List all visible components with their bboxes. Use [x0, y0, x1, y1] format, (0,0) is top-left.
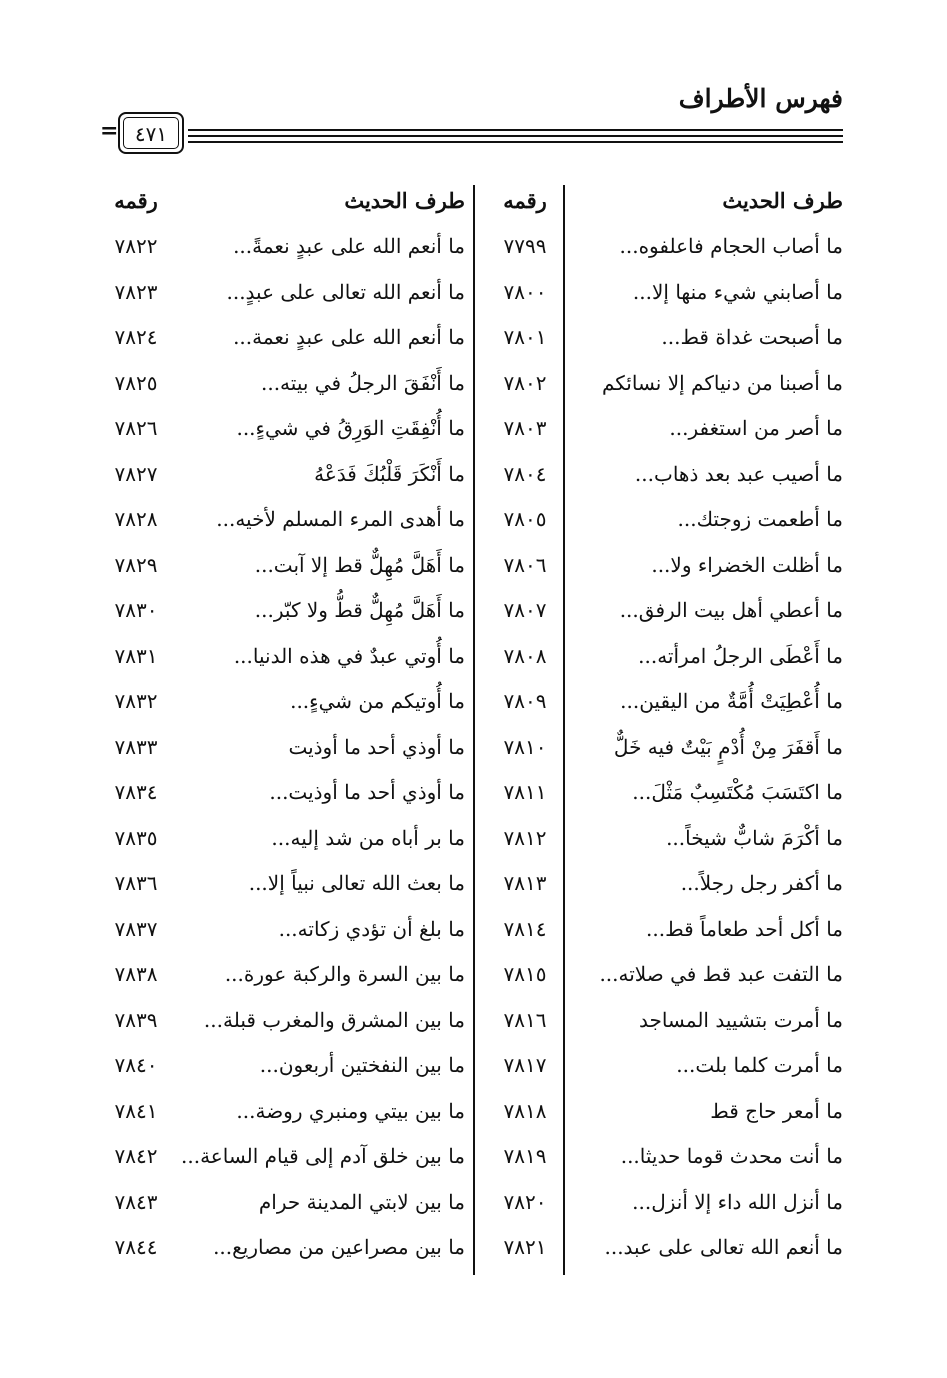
page-number: ٤٧١ [134, 122, 168, 146]
hadith-number-right: ٧٨٠٥ [503, 507, 547, 531]
hadith-number-left: ٧٨٤٢ [114, 1144, 158, 1168]
hadith-text-left: ما أَهَلَّ مُهِلٌّ قط إلا آبت... [254, 553, 465, 577]
hadith-number-right: ٧٨٠٢ [503, 371, 547, 395]
page-title: فهرس الأطراف [678, 84, 843, 113]
hadith-text-right: ما أصبحت غداة قط... [661, 325, 843, 349]
hadith-text-left: ما أوذي أحد ما أوذيت... [269, 780, 465, 804]
hadith-number-right: ٧٨٠٠ [503, 280, 547, 304]
hadith-number-left: ٧٨٣٤ [114, 780, 158, 804]
hadith-text-left: ما أهدى المرء المسلم لأخيه... [216, 507, 465, 531]
hadith-number-left: ٧٨٢٢ [114, 234, 158, 258]
header-text-right: طرف الحديث [722, 188, 843, 213]
hadith-text-right: ما أكفر رجل رجلاً... [680, 871, 843, 895]
hadith-number-left: ٧٨٣٨ [114, 962, 158, 986]
header-rule-middle [188, 135, 843, 137]
hadith-number-left: ٧٨٢٩ [114, 553, 158, 577]
hadith-text-right: ما التفت عبد قط في صلاته... [599, 962, 843, 986]
hadith-text-right: ما أَعْطَى الرجلُ امرأته... [638, 644, 843, 668]
hadith-number-left: ٧٨٤٣ [114, 1190, 158, 1214]
hadith-text-right: ما أنعم الله تعالى على عبد... [604, 1235, 843, 1259]
hadith-number-left: ٧٨٣٠ [114, 598, 158, 622]
hadith-number-right: ٧٨١٦ [503, 1008, 547, 1032]
hadith-text-left: ما بلغ أن تؤدي زكاته... [278, 917, 465, 941]
hadith-text-right: ما أظلت الخضراء ولا... [651, 553, 843, 577]
hadith-text-right: ما أكْرَمَ شابٌّ شيخاً... [666, 826, 843, 850]
hadith-number-right: ٧٧٩٩ [503, 234, 547, 258]
hadith-number-left: ٧٨٣٦ [114, 871, 158, 895]
hadith-text-left: ما أنعم الله على عبدٍ نعمةً... [233, 234, 465, 258]
hadith-number-left: ٧٨٤٤ [114, 1235, 158, 1259]
hadith-number-left: ٧٨٢٦ [114, 416, 158, 440]
hadith-number-left: ٧٨٢٥ [114, 371, 158, 395]
hadith-number-right: ٧٨١٥ [503, 962, 547, 986]
hadith-text-right: ما أنت محدث قوما حديثا... [620, 1144, 843, 1168]
hadith-text-right: ما أعطي أهل بيت الرفق... [619, 598, 843, 622]
hadith-text-left: ما بين لابتي المدينة حرام [258, 1190, 465, 1214]
hadith-number-right: ٧٨١٤ [503, 917, 547, 941]
hadith-text-left: ما بين السرة والركبة عورة... [224, 962, 465, 986]
hadith-text-right: ما أطعمت زوجتك... [677, 507, 843, 531]
hadith-number-right: ٧٨٠١ [503, 325, 547, 349]
column-divider-left [473, 185, 475, 1275]
hadith-number-right: ٧٨١١ [503, 780, 547, 804]
page-number-dash: = [100, 118, 119, 144]
hadith-text-right: ما أصيب عبد بعد ذهاب... [634, 462, 843, 486]
hadith-number-right: ٧٨٠٦ [503, 553, 547, 577]
hadith-text-left: ما بين النفختين أربعون... [259, 1053, 465, 1077]
hadith-number-left: ٧٨٣١ [114, 644, 158, 668]
hadith-text-right: ما أُعْطِيَتْ أُمَّةٌ من اليقين... [620, 689, 843, 713]
hadith-number-left: ٧٨٢٨ [114, 507, 158, 531]
hadith-number-left: ٧٨٣٧ [114, 917, 158, 941]
hadith-text-right: ما أَقفَرَ مِنْ أُدْمٍ بَيْتٌ فيه خَلٌّ [613, 735, 843, 759]
hadith-number-left: ٧٨٤٠ [114, 1053, 158, 1077]
header-number-left: رقمه [114, 188, 158, 213]
hadith-text-right: ما أمعر حاج قط [710, 1099, 843, 1123]
hadith-text-left: ما بين بيتي ومنبري روضة... [236, 1099, 465, 1123]
header-rule-bottom [188, 141, 843, 143]
hadith-text-left: ما بين المشرق والمغرب قبلة... [203, 1008, 465, 1032]
page-number-box [118, 112, 184, 154]
header-rule-top [188, 129, 843, 131]
hadith-number-left: ٧٨٣٢ [114, 689, 158, 713]
hadith-text-right: ما أمرت بتشييد المساجد [638, 1008, 843, 1032]
hadith-number-left: ٧٨٣٥ [114, 826, 158, 850]
hadith-number-right: ٧٨٠٩ [503, 689, 547, 713]
hadith-text-left: ما أنعم الله تعالى على عبدٍ... [226, 280, 465, 304]
hadith-text-right: ما أنزل الله داء إلا أنزل... [632, 1190, 843, 1214]
hadith-number-right: ٧٨١٣ [503, 871, 547, 895]
hadith-text-right: ما أصابني شيء منها إلا... [632, 280, 843, 304]
hadith-text-left: ما أَنْكَرَ قَلْبُكَ فَدَعْهُ [314, 462, 465, 486]
hadith-number-left: ٧٨٤١ [114, 1099, 158, 1123]
hadith-text-right: ما اكتَسَبَ مُكْتَسِبٌ مَثْلَ... [632, 780, 843, 804]
hadith-text-left: ما بر أباه من شد إليه... [271, 826, 465, 850]
hadith-text-left: ما أَهَلَّ مُهِلٌّ قطُّ ولا كبّر... [254, 598, 465, 622]
hadith-number-right: ٧٨١٧ [503, 1053, 547, 1077]
hadith-text-right: ما أمرت كلما بلت... [676, 1053, 843, 1077]
hadith-number-right: ٧٨٠٣ [503, 416, 547, 440]
hadith-number-right: ٧٨١٢ [503, 826, 547, 850]
hadith-text-left: ما بعث الله تعالى نبياً إلا... [248, 871, 465, 895]
hadith-number-right: ٧٨١٨ [503, 1099, 547, 1123]
hadith-number-right: ٧٨٠٨ [503, 644, 547, 668]
hadith-number-right: ٧٨٢١ [503, 1235, 547, 1259]
hadith-text-right: ما أكل أحد طعاماً قط... [646, 917, 843, 941]
column-divider-right [563, 185, 565, 1275]
hadith-number-left: ٧٨٢٣ [114, 280, 158, 304]
hadith-number-right: ٧٨٠٧ [503, 598, 547, 622]
hadith-text-left: ما بين مصراعين من مصاريع... [213, 1235, 465, 1259]
hadith-number-right: ٧٨١٩ [503, 1144, 547, 1168]
hadith-text-left: ما أنعم الله على عبدٍ نعمة... [233, 325, 465, 349]
hadith-number-right: ٧٨٠٤ [503, 462, 547, 486]
hadith-number-left: ٧٨٣٣ [114, 735, 158, 759]
hadith-text-left: ما أوذي أحد ما أوذيت [288, 735, 465, 759]
hadith-number-left: ٧٨٢٤ [114, 325, 158, 349]
hadith-text-right: ما أصاب الحجام فاعلفوه... [619, 234, 843, 258]
hadith-number-right: ٧٨١٠ [503, 735, 547, 759]
hadith-text-right: ما أصر من استغفر... [669, 416, 843, 440]
hadith-text-right: ما أصبنا من دنياكم إلا نسائكم [601, 371, 843, 395]
header-number-right: رقمه [503, 188, 547, 213]
hadith-text-left: ما أَنْفَقَ الرجلُ في بيته... [260, 371, 465, 395]
hadith-number-left: ٧٨٢٧ [114, 462, 158, 486]
header-text-left: طرف الحديث [344, 188, 465, 213]
hadith-text-left: ما أُوتيكم من شيءٍ... [290, 689, 465, 713]
hadith-text-left: ما أُنْفِقَتِ الوَرِقُ في شيءٍ... [236, 416, 465, 440]
hadith-text-left: ما بين خلق آدم إلى قيام الساعة... [181, 1144, 465, 1168]
hadith-number-right: ٧٨٢٠ [503, 1190, 547, 1214]
hadith-text-left: ما أُوتي عبدٌ في هذه الدنيا... [233, 644, 465, 668]
hadith-number-left: ٧٨٣٩ [114, 1008, 158, 1032]
